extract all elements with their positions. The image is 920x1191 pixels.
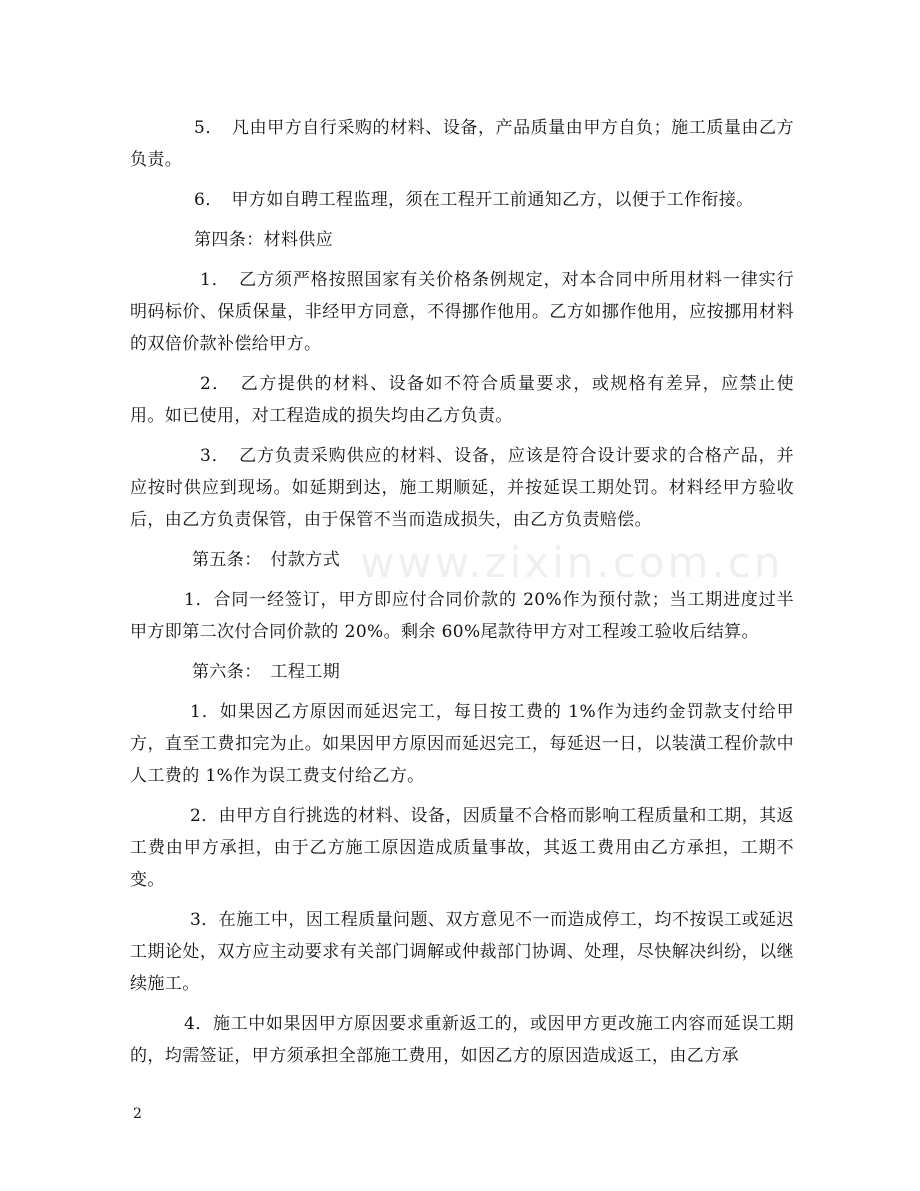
clause-6-item-2: 2．由甲方自行挑选的材料、设备，因质量不合格而影响工程质量和工期，其返工费由甲方承担，由于乙方施工原因造成质量事故，其返工费用由乙方承担，工期不变。 <box>130 806 794 890</box>
clause-3-item-6: 6． 甲方如自聘工程监理，须在工程开工前通知乙方，以便于工作衔接。 <box>194 190 754 210</box>
clause-4-item-1: 1． 乙方须严格按照国家有关价格条例规定，对本合同中所用材料一律实行明码标价、保质保量，非经甲方同意，不得挪作他用。乙方如挪作他用，应按挪用材料的双倍价款补偿给甲方。 <box>130 270 794 354</box>
clause-6-item-3: 3．在施工中，因工程质量问题、双方意见不一而造成停工，均不按误工或延迟工期论处，双方应主动要求有关部门调解或仲裁部门协调、处理，尽快解决纠纷，以继续施工。 <box>130 910 794 994</box>
page-number: 2 <box>133 1106 142 1122</box>
clause-4-item-3: 3． 乙方负责采购供应的材料、设备，应该是符合设计要求的合格产品，并应按时供应到现场。如延期到达，施工期顺延，并按延误工期处罚。材料经甲方验收后，由乙方负责保管，由于保管不当而造成损失，由乙方负责赔偿。 <box>130 446 794 530</box>
clause-6-item-1: 1．如果因乙方原因而延迟完工，每日按工费的 1%作为违约金罚款支付给甲方，直至工费扣完为止。如果因甲方原因而延迟完工，每延迟一日，以装潢工程价款中人工费的 1%作为误工费支付给乙方。 <box>130 702 794 786</box>
document-body <box>130 112 794 1072</box>
watermark-logo: www.zixin.com.cn <box>360 538 784 587</box>
heading-article-4: 第四条：材料供应 <box>194 230 334 250</box>
clause-5-item-1: 1．合同一经签订，甲方即应付合同价款的 20%作为预付款；当工期进度过半甲方即第二次付合同价款的 20%。剩余 60%尾款待甲方对工程竣工验收后结算。 <box>130 590 794 642</box>
heading-article-5: 第五条： 付款方式 <box>192 550 341 570</box>
heading-article-6: 第六条： 工程工期 <box>192 662 341 682</box>
clause-3-item-5: 5． 凡由甲方自行采购的材料、设备，产品质量由甲方自负；施工质量由乙方负责。 <box>130 118 794 170</box>
clause-4-item-2: 2． 乙方提供的材料、设备如不符合质量要求，或规格有差异，应禁止使用。如已使用，对工程造成的损失均由乙方负责。 <box>130 374 794 426</box>
clause-6-item-4: 4．施工中如果因甲方原因要求重新返工的，或因甲方更改施工内容而延误工期的，均需签证，甲方须承担全部施工费用，如因乙方的原因造成返工，由乙方承 <box>130 1014 794 1066</box>
